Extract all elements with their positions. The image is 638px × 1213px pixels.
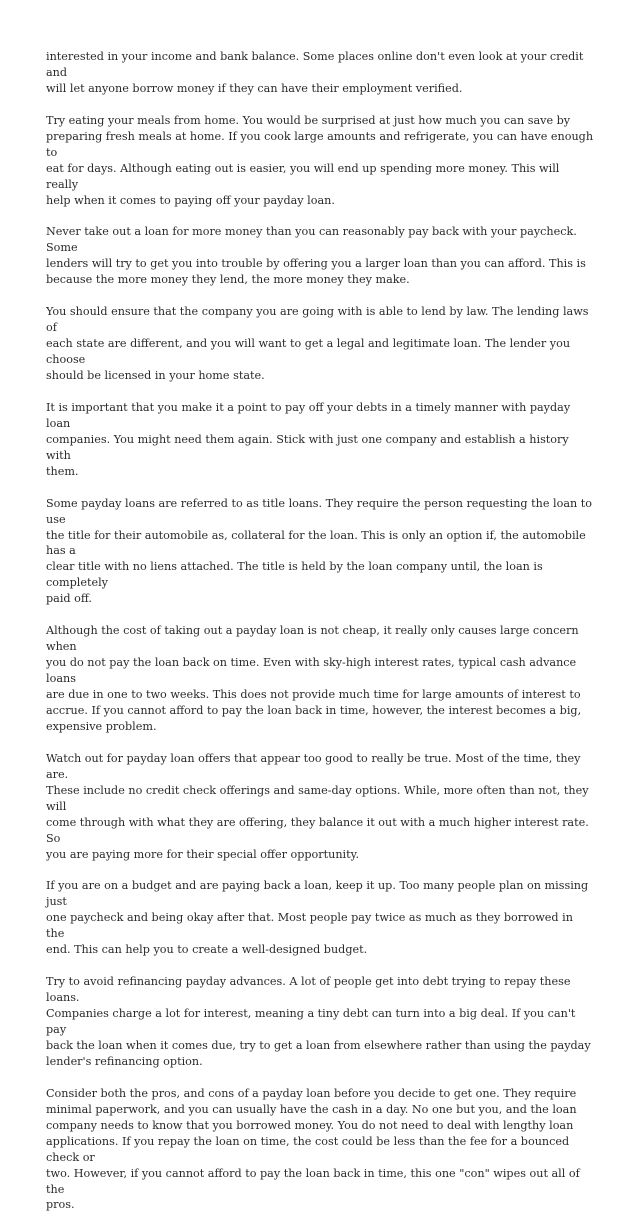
document-page — [46, 49, 594, 1213]
paragraph-avoid-refinancing: Try to avoid refinancing payday advances. A lot of people get into debt trying to repay these loans. Companies charge a lot for interest, meaning a tiny debt can turn into a big deal. If you can't pay back the loan when it comes due, try to get a loan from elsewhere rather than using the payday lender's refinancing option. — [46, 975, 591, 1068]
paragraph-legal-lender: You should ensure that the company you are going with is able to lend by law. The lending laws of each state are different, and you will want to get a legal and legitimate loan. The lender you choose should be licensed in your home state. — [46, 305, 589, 383]
paragraph-income-verification: interested in your income and bank balance. Some places online don't even look at your credit and will let anyone borrow money if they can have their employment verified. — [46, 50, 584, 95]
paragraph-budget: If you are on a budget and are paying back a loan, keep it up. Too many people plan on missing just one paycheck and being okay after that. Most people pay twice as much as they borrowed in the end. This can help you to create a well-designed budget. — [46, 879, 589, 957]
paragraph-title-loans: Some payday loans are referred to as title loans. They require the person requesting the loan to use the title for their automobile as, collateral for the loan. This is only an option if, the automobile has a clear title with no liens attached. The title is held by the loan company until, the loan is completely paid off. — [46, 496, 593, 606]
paragraph-eat-at-home: Try eating your meals from home. You would be surprised at just how much you can save by preparing fresh meals at home. If you cook large amounts and refrigerate, you can have enough to eat for days. Although eating out is easier, you will end up spending more money. This will really help when it comes to paying off your payday loan. — [46, 113, 594, 207]
paragraph-loan-cost: Although the cost of taking out a payday loan is not cheap, it really only causes large concern when you do not pay the loan back on time. Even with sky-high interest rates, typical cash advance loans are due in one to two weeks. This does not provide much time for large amounts of interest to accrue. If you cannot afford to pay the loan back in time, however, the interest becomes a big, expensive problem. — [46, 624, 582, 733]
paragraph-pay-timely: It is important that you make it a point to pay off your debts in a timely manner with payday loan companies. You might need them again. Stick with just one company and establish a history with them. — [46, 400, 571, 478]
paragraph-too-good-offers: Watch out for payday loan offers that appear too good to really be true. Most of the time, they are. These include no credit check offerings and same-day options. While, more often than not, they will come through with what they are offering, they balance it out with a much higher interest rate. So you are paying more for their special offer opportunity. — [46, 751, 589, 861]
paragraph-pros-and-cons: Consider both the pros, and cons of a payday loan before you decide to get one. They require minimal paperwork, and you can usually have the cash in a day. No one but you, and the loan company needs to know that you borrowed money. You do not need to deal with lengthy loan applications. If you repay the loan on time, the cost could be less than the fee for a bounced check or two. However, if you cannot afford to pay the loan back in time, this one "con" wipes out all of the pros. — [46, 1086, 580, 1212]
paragraph-loan-amount: Never take out a loan for more money than you can reasonably pay back with your paycheck. Some lenders will try to get you into trouble by offering you a larger loan than you can afford. This is because the more money they lend, the more money they make. — [46, 225, 586, 287]
